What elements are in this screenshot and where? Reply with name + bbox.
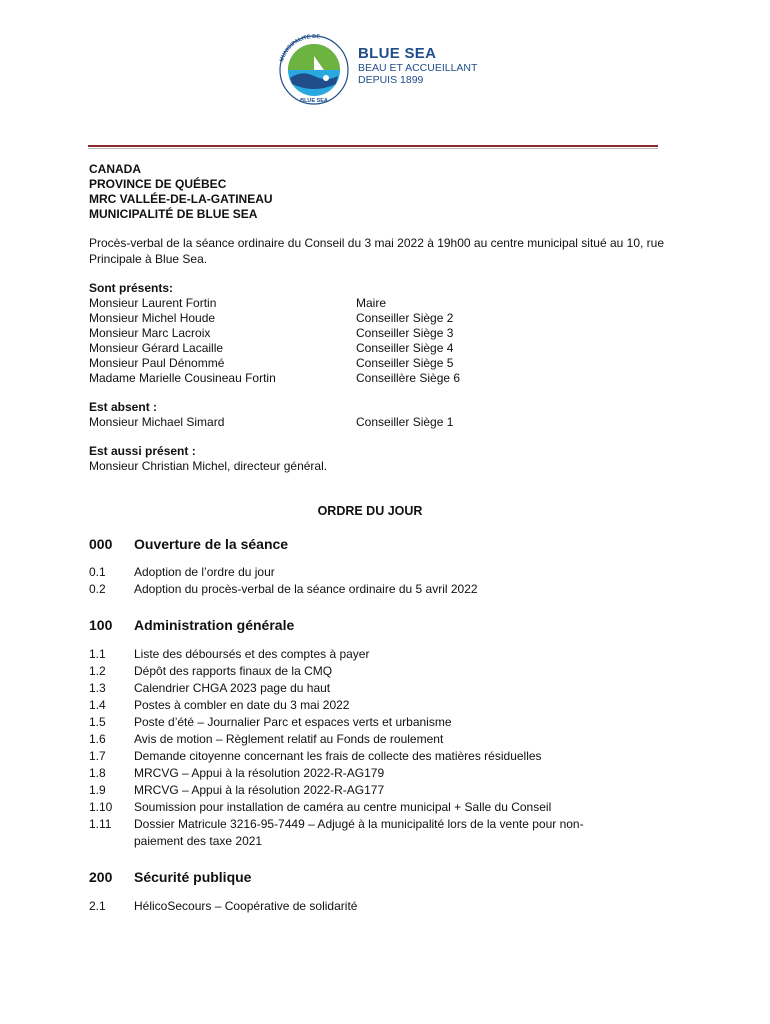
header-line: MRC VALLÉE-DE-LA-GATINEAU <box>89 192 273 206</box>
document-page: MUNICIPALITÉ DE BLUE SEA BLUE SEA BEAU ET ACCUEILLANT DEPUIS 1899 CANADA PROVINCE DE QUÉBEC MRC VALLÉE-DE-LA-GATINEAU MUNICIPALITÉ DE BLUE SEA Procès-verbal de la séance ordinaire du Conseil du 3 mai 2022 à 19h00 au centre municipal situé au 10, rue Principale à Blue Sea. Sont présents: Monsieur Laurent Fortin Maire Monsieur Michel Houde Conseiller Siège 2 Monsieur Marc Lacroix Conseiller Siège 3 Monsieur Gérard Lacaille Conseiller Siège 4 Monsieur Paul Dénommé Conseiller Siège 5 Madame Marielle Cousineau Fortin Conseillère Siège 6 Est absent : Monsieur Michael Simard Conseiller Siège 1 Est aussi présent : Monsieur Christian Michel, directeur général. ORDRE DU JOUR 000 Ouverture de la séance 0.1 Adoption de l’ordre du jour 0.2 Adoption du procès-verbal de la séance ordinaire du 5 avril 2022 100 Administration générale 1.1 Liste des déboursés et des comptes à payer 1.2 Dépôt des rapports finaux de la CMQ 1.3 Calendrier CHGA 2023 page du haut 1.4 Postes à combler en date du 3 mai 2022 1.5 Poste d’été – Journalier Parc et espaces verts et urbanisme 1.6 Avis de motion – Règlement relatif au Fonds de roulement 1.7 Demande citoyenne concernant les frais de collecte des matières résiduelles 1.8 MRCVG – Appui à la résolution 2022-R-AG179 1.9 MRCVG – Appui à la résolution 2022-R-AG177 1.10 Soumission pour installation de caméra au centre municipal + Salle du Conseil 1.11 Dossier Matricule 3216-95-7449 – Adjugé à la municipalité lors de la vente pour non- paiement des taxe 2021 200 Sécurité publique 2.1 HélicoSecours – Coopérative de solidarité <box>0 0 770 1024</box>
agenda-title: ORDRE DU JOUR <box>317 504 423 518</box>
blue-sea-emblem-icon <box>274 34 358 106</box>
intro-paragraph: Procès-verbal de la séance ordinaire du Conseil du 3 mai 2022 à 19h00 au centre municipal situé au 10, rue Principale à Blue Sea. <box>89 236 665 266</box>
also-present-text: Monsieur Christian Michel, directeur général. <box>89 459 328 473</box>
header-line: CANADA <box>89 162 141 176</box>
absent-label: Est absent : <box>89 400 158 414</box>
also-present-label: Est aussi présent : <box>89 444 196 458</box>
header-divider-shadow <box>88 148 658 149</box>
logo-ring-bottom: BLUE SEA <box>300 98 328 104</box>
municipality-logo <box>274 34 484 106</box>
logo-ring-text: MUNICIPALITÉ DE <box>279 34 321 63</box>
brand-tagline: BEAU ET ACCUEILLANT <box>358 62 478 74</box>
present-label: Sont présents: <box>89 281 174 295</box>
header-line: MUNICIPALITÉ DE BLUE SEA <box>89 207 258 221</box>
jurisdiction-header <box>89 162 273 222</box>
header-line: PROVINCE DE QUÉBEC <box>89 177 227 191</box>
brand-name: BLUE SEA <box>358 45 437 62</box>
brand-since: DEPUIS 1899 <box>358 73 424 86</box>
